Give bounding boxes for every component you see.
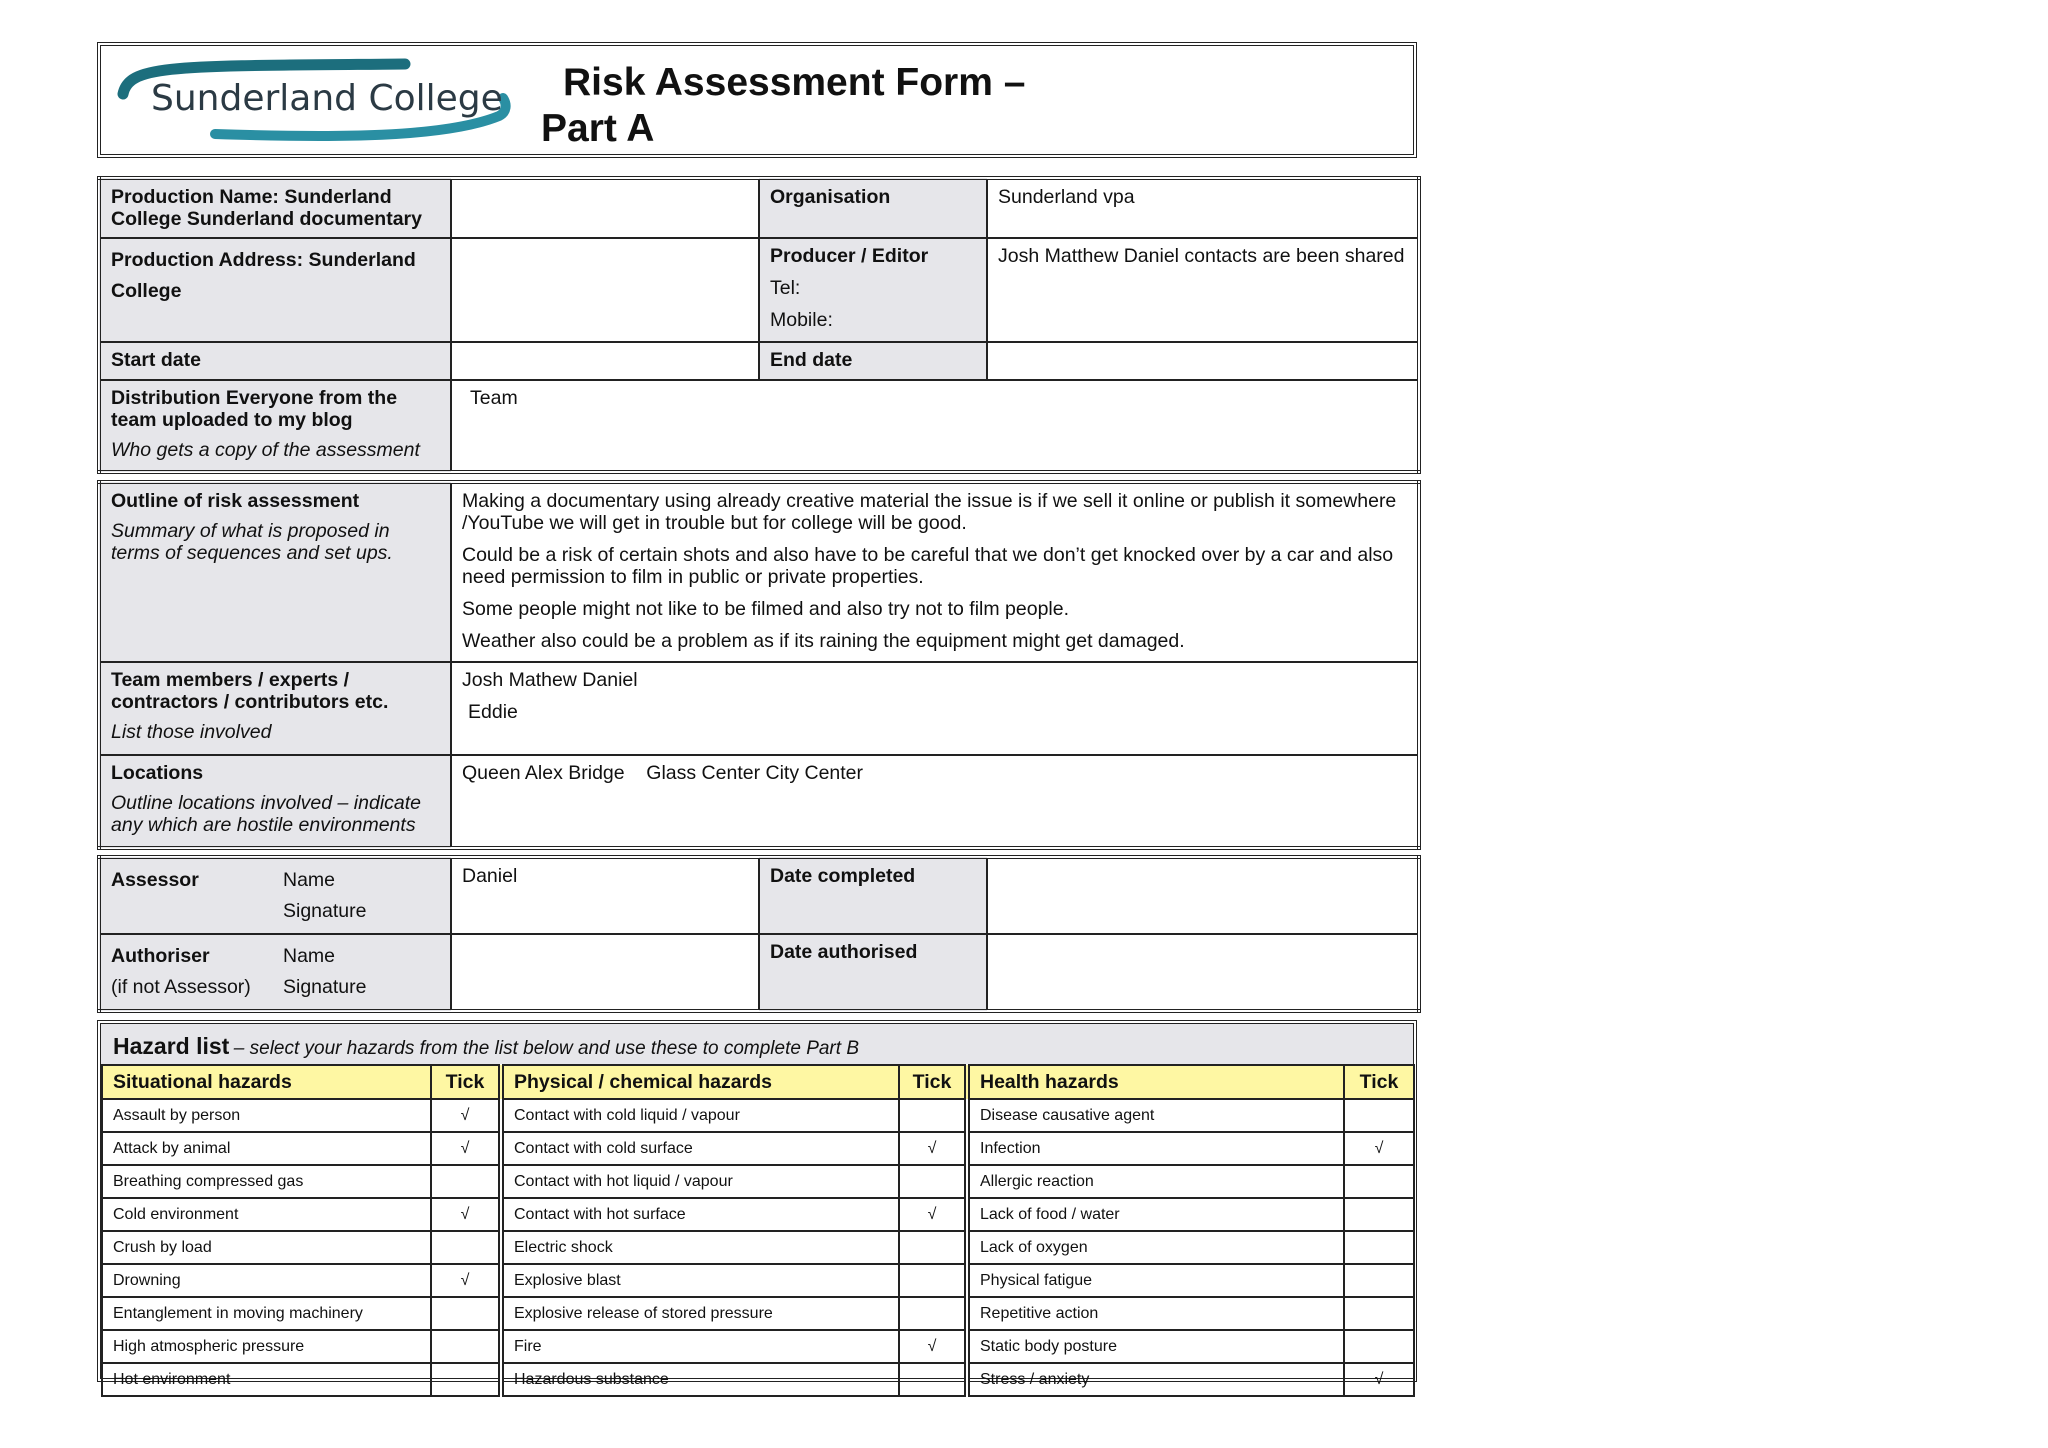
- situational-hazard: Assault by person: [102, 1099, 431, 1132]
- mobile-label: Mobile:: [770, 309, 833, 331]
- outline-paragraph: Some people might not like to be filmed and also try not to film people.: [462, 598, 1070, 620]
- situational-tick-cell[interactable]: √: [431, 1198, 499, 1231]
- outline-hint: Summary of what is proposed in terms of sequences and set ups.: [111, 520, 393, 564]
- production-name-label: Production Name: Sunderland College Sunderland documentary: [99, 178, 451, 238]
- physical-hazard: Contact with cold surface: [503, 1132, 899, 1165]
- hazard-list-heading: Hazard list: [113, 1033, 230, 1059]
- physical-tick-header: Tick: [899, 1065, 965, 1099]
- situational-hazard: Cold environment: [102, 1198, 431, 1231]
- production-name-field[interactable]: [451, 178, 759, 238]
- situational-hazard: Drowning: [102, 1264, 431, 1297]
- production-address-label: Production Address: Sunderland College: [99, 238, 451, 342]
- health-hazard: Physical fatigue: [969, 1264, 1344, 1297]
- hazard-row: [102, 1231, 1414, 1264]
- health-tick-cell[interactable]: [1344, 1264, 1414, 1297]
- locations-hint: Outline locations involved – indicate any which are hostile environments: [111, 792, 422, 836]
- page-title: Risk Assessment Form – Part A: [541, 61, 1026, 150]
- physical-hazards-header: Physical / chemical hazards: [503, 1065, 899, 1099]
- physical-tick-cell[interactable]: √: [899, 1198, 965, 1231]
- outline-label: Outline of risk assessment Summary of what is proposed in terms of sequences and set ups.: [99, 482, 451, 662]
- physical-tick-cell[interactable]: √: [899, 1132, 965, 1165]
- physical-hazard: Contact with cold liquid / vapour: [503, 1099, 899, 1132]
- producer-editor-label: [759, 238, 987, 342]
- health-hazard: Lack of oxygen: [969, 1231, 1344, 1264]
- form-header: [97, 42, 1417, 158]
- authoriser-signature-label: Signature: [283, 976, 367, 998]
- hazard-row: [102, 1264, 1414, 1297]
- health-hazard: Repetitive action: [969, 1297, 1344, 1330]
- physical-hazard: Hazardous substance: [503, 1363, 899, 1396]
- organisation-field[interactable]: Sunderland vpa: [987, 178, 1419, 238]
- hazard-row: [102, 1099, 1414, 1132]
- health-tick-cell[interactable]: [1344, 1231, 1414, 1264]
- hazard-row: [102, 1165, 1414, 1198]
- start-date-label: Start date: [99, 342, 451, 380]
- health-tick-header: Tick: [1344, 1065, 1414, 1099]
- start-date-field[interactable]: [451, 342, 759, 380]
- physical-hazard: Explosive blast: [503, 1264, 899, 1297]
- situational-tick-cell[interactable]: [431, 1231, 499, 1264]
- hazard-row: [102, 1132, 1414, 1165]
- physical-hazard: Contact with hot surface: [503, 1198, 899, 1231]
- svg-text:Sunderland College: Sunderland College: [151, 78, 503, 119]
- health-tick-cell[interactable]: [1344, 1099, 1414, 1132]
- physical-tick-cell[interactable]: √: [899, 1330, 965, 1363]
- physical-hazard: Explosive release of stored pressure: [503, 1297, 899, 1330]
- hazard-row: [102, 1297, 1414, 1330]
- situational-hazard: Entanglement in moving machinery: [102, 1297, 431, 1330]
- situational-hazard: Hot environment: [102, 1363, 431, 1396]
- physical-hazard: Fire: [503, 1330, 899, 1363]
- health-hazard: Disease causative agent: [969, 1099, 1344, 1132]
- authoriser-label-cell: [99, 934, 451, 1011]
- team-members-field[interactable]: [451, 662, 1419, 755]
- health-tick-cell[interactable]: [1344, 1297, 1414, 1330]
- health-hazard: Infection: [969, 1132, 1344, 1165]
- date-completed-label: Date completed: [759, 857, 987, 934]
- situational-hazard: Crush by load: [102, 1231, 431, 1264]
- locations-label: Locations Outline locations involved – indicate any which are hostile environments: [99, 755, 451, 848]
- organisation-label: Organisation: [759, 178, 987, 238]
- outline-field[interactable]: [451, 482, 1419, 662]
- situational-tick-cell[interactable]: [431, 1165, 499, 1198]
- physical-tick-cell[interactable]: [899, 1231, 965, 1264]
- outline-paragraph: Could be a risk of certain shots and also have to be careful that we don’t get knocked over by a car and also need permission to film in public or private properties.: [462, 544, 1394, 588]
- authoriser-label: Authoriser: [111, 945, 210, 967]
- health-tick-cell[interactable]: [1344, 1198, 1414, 1231]
- health-hazards-header: Health hazards: [969, 1065, 1344, 1099]
- health-hazard: Static body posture: [969, 1330, 1344, 1363]
- physical-tick-cell[interactable]: [899, 1264, 965, 1297]
- situational-tick-cell[interactable]: [431, 1363, 499, 1396]
- health-tick-cell[interactable]: √: [1344, 1132, 1414, 1165]
- date-authorised-label: Date authorised: [759, 934, 987, 1011]
- situational-tick-cell[interactable]: √: [431, 1099, 499, 1132]
- hazard-row: [102, 1363, 1414, 1396]
- health-tick-cell[interactable]: [1344, 1330, 1414, 1363]
- situational-tick-cell[interactable]: [431, 1297, 499, 1330]
- authoriser-name-label: Name: [283, 945, 336, 967]
- distribution-hint: Who gets a copy of the assessment: [111, 439, 420, 461]
- situational-tick-cell[interactable]: √: [431, 1264, 499, 1297]
- tel-label: Tel:: [770, 277, 801, 299]
- hazard-row: [102, 1330, 1414, 1363]
- assessor-label: Assessor: [111, 869, 199, 891]
- physical-tick-cell[interactable]: [899, 1363, 965, 1396]
- assessor-name-label: Name: [283, 869, 336, 891]
- hazard-header-row: [102, 1065, 1414, 1099]
- outline-paragraph: Weather also could be a problem as if its raining the equipment might get damaged.: [462, 630, 1185, 652]
- hazard-table: [101, 1064, 1415, 1397]
- hazard-list-section: [97, 1020, 1417, 1388]
- date-completed-field[interactable]: [987, 857, 1419, 934]
- distribution-label: Distribution Everyone from the team uploaded to my blog Who gets a copy of the assessment: [99, 380, 451, 472]
- health-hazard: Allergic reaction: [969, 1165, 1344, 1198]
- end-date-field[interactable]: [987, 342, 1419, 380]
- authoriser-note: (if not Assessor): [111, 976, 251, 998]
- health-hazard: Stress / anxiety: [969, 1363, 1344, 1396]
- situational-hazard: High atmospheric pressure: [102, 1330, 431, 1363]
- assessor-signature-label: Signature: [283, 900, 367, 922]
- distribution-field[interactable]: Team: [451, 380, 1419, 472]
- authoriser-name-field[interactable]: [451, 934, 759, 1011]
- health-tick-cell[interactable]: [1344, 1165, 1414, 1198]
- hazard-row: [102, 1198, 1414, 1231]
- situational-tick-header: Tick: [431, 1065, 499, 1099]
- assessment-sign-off-table: [97, 855, 1421, 1013]
- outline-table: [97, 480, 1421, 850]
- date-authorised-field[interactable]: [987, 934, 1419, 1011]
- situational-hazard: Breathing compressed gas: [102, 1165, 431, 1198]
- situational-hazards-header: Situational hazards: [102, 1065, 431, 1099]
- physical-hazard: Contact with hot liquid / vapour: [503, 1165, 899, 1198]
- locations-field[interactable]: Queen Alex Bridge Glass Center City Center: [451, 755, 1419, 848]
- end-date-label: End date: [759, 342, 987, 380]
- physical-hazard: Electric shock: [503, 1231, 899, 1264]
- health-hazard: Lack of food / water: [969, 1198, 1344, 1231]
- health-tick-cell[interactable]: √: [1344, 1363, 1414, 1396]
- team-member: Josh Mathew Daniel: [462, 669, 638, 691]
- team-members-hint: List those involved: [111, 721, 272, 743]
- hazard-list-subtitle: – select your hazards from the list below and use these to complete Part B: [233, 1038, 859, 1059]
- physical-tick-cell[interactable]: [899, 1099, 965, 1132]
- situational-tick-cell[interactable]: √: [431, 1132, 499, 1165]
- producer-editor-title: Producer / Editor: [770, 245, 929, 267]
- outline-paragraph: Making a documentary using already creative material the issue is if we sell it online or publish it somewhere /YouTube we will get in trouble but for college will be good.: [462, 490, 1397, 534]
- production-address-field[interactable]: [451, 238, 759, 342]
- situational-hazard: Attack by animal: [102, 1132, 431, 1165]
- assessor-label-cell: [99, 857, 451, 934]
- situational-tick-cell[interactable]: [431, 1330, 499, 1363]
- production-details-table: [97, 176, 1421, 474]
- hazard-list-title: [101, 1024, 1413, 1064]
- team-members-label: Team members / experts / contractors / contributors etc. List those involved: [99, 662, 451, 755]
- team-member: Eddie: [468, 701, 518, 723]
- physical-tick-cell[interactable]: [899, 1165, 965, 1198]
- producer-editor-field[interactable]: Josh Matthew Daniel contacts are been shared: [987, 238, 1419, 342]
- sunderland-college-logo: [115, 54, 515, 146]
- physical-tick-cell[interactable]: [899, 1297, 965, 1330]
- assessor-name-field[interactable]: Daniel: [451, 857, 759, 934]
